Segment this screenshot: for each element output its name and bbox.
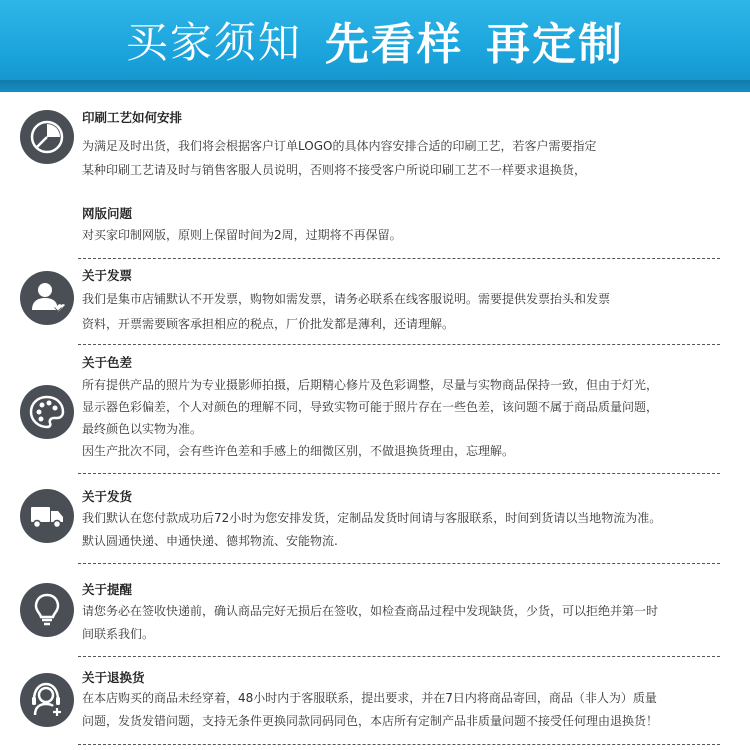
banner-title-light: 买家须知 [125,18,302,67]
section-text-line: 某种印刷工艺请及时与销售客服人员说明，否则将不接受客户所说印刷工艺不一样要求退换货， [82,163,587,177]
section-divider [78,744,720,745]
section-text-line: 为满足及时出货，我们将会根据客户订单LOGO的具体内容安排合适的印刷工艺，若客户需要指定 [82,139,597,153]
banner-title-bold-1: 先看样 [325,19,463,70]
section-title: 关于提醒 [82,582,133,597]
section-title: 关于色差 [82,355,133,370]
user-icon [20,271,74,325]
banner-title-bold-2: 再定制 [486,19,625,70]
banner-shadow [0,80,750,94]
chart-icon [20,110,74,164]
section-title: 关于发货 [82,489,133,504]
section-text-line: 我们是集市店铺默认不开发票，购物如需发票，请务必联系在线客服说明。需要提供发票抬头和发票 [82,292,611,306]
section-text-line: 我们默认在您付款成功后72小时为您安排发货，定制品发货时间请与客服联系，时间到货请以当地物流为准。 [82,511,662,525]
section-title: 印刷工艺如何安排 [82,110,183,125]
section-text-line: 问题，发货发错问题，支持无条件更换同款同码同色，本店所有定制产品非质量问题不接受任何理由退换货！ [82,714,659,728]
section-text-line: 对买家印制网版，原则上保留时间为2周，过期将不再保留。 [82,228,402,242]
section-divider [78,344,720,345]
section-divider [78,473,720,474]
section-divider [78,656,720,657]
section-title: 网版问题 [82,206,133,221]
section-text-line: 显示器色彩偏差，个人对颜色的理解不同，导致实物可能于照片存在一些色差，该问题不属于商品质量问题， [82,400,659,414]
section-text-line: 在本店购买的商品未经穿着，48小时内于客服联系，提出要求，并在7日内将商品寄回，商品（非人为）质量 [82,691,657,705]
section-text-line: 默认圆通快递、申通快递、德邦物流、安能物流. [82,534,338,548]
section-text-line: 所有提供产品的照片为专业摄影师拍摄，后期精心修片及色彩调整，尽量与实物商品保持一致，但由于灯光， [82,378,659,392]
section-text-line: 请您务必在签收快递前，确认商品完好无损后在签收，如检查商品过程中发现缺货，少货，可以拒绝并第一时 [82,604,659,618]
section-title: 关于发票 [82,268,133,283]
section-text-line: 因生产批次不同，会有些许色差和手感上的细微区别，不做退换货理由，忘理解。 [82,444,515,458]
section-divider [78,258,720,259]
section-text-line: 最终颜色以实物为准。 [82,422,203,436]
section-title: 关于退换货 [82,670,145,685]
banner-title [0,8,750,72]
section-text-line: 资料，开票需要顾客承担相应的税点，厂价批发都是薄利，还请理解。 [82,317,455,331]
section-text-line: 间联系我们。 [82,627,155,641]
section-divider [78,563,720,564]
truck-icon [20,489,74,543]
palette-icon [20,385,74,439]
headset-icon [20,673,74,727]
lightbulb-icon [20,583,74,637]
